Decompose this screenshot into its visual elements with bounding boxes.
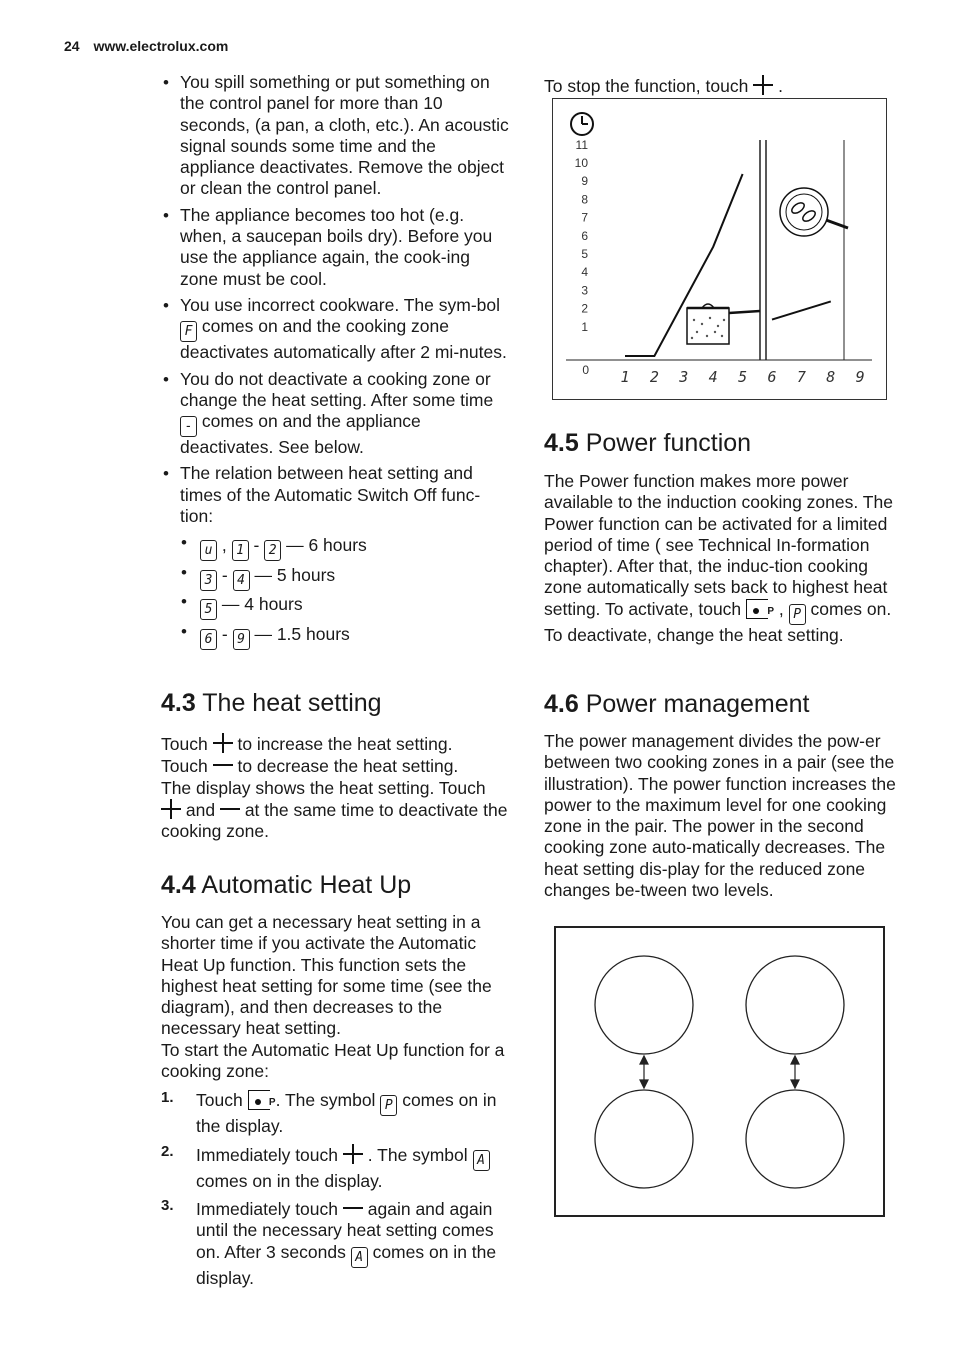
minus-icon [220, 799, 240, 819]
list-item: • You spill something or put something on the control panel for more than 10 seconds, (a pan, a cloth, etc.). An acoustic signal sounds some time and the appliance deactivates. Remove the object or clean the control panel. [161, 72, 511, 200]
power-management-text: The power management divides the pow-er between two cooking zones in a pair (see the illustration). The power function increases the power to the maximum level for one cooking zone in the pair. The power in the second cooking zone auto-matically decreases. The heat setting dis-play for the reduced zone changes be-tween two levels. [544, 731, 896, 901]
minus-icon [343, 1198, 363, 1218]
y-tick-label: 8 [581, 192, 588, 207]
x-tick-label: 3 [679, 368, 689, 386]
list-item: 2. Immediately touch . The symbol A comes on in the display. [161, 1144, 511, 1192]
y-tick-label: 6 [581, 228, 588, 243]
switch-off-times [161, 533, 511, 651]
list-item: • u , 1 - 2 — 6 hours [161, 533, 511, 563]
x-tick-label: 2 [649, 368, 659, 386]
power-icon [248, 1090, 270, 1110]
plus-icon [753, 75, 773, 95]
y-tick-label: 3 [581, 283, 588, 298]
list-item: • The relation between heat setting and times of the Automatic Switch Off func-tion: [161, 463, 511, 527]
y-tick-label: 4 [581, 265, 588, 280]
y-tick-label: 11 [575, 137, 588, 152]
auto-heat-text: You can get a necessary heat setting in a shorter time if you activate the Automatic Heat Up function. This function sets the highest heat setting for some time (see the diagram), and then decreases to the necessary heat setting. To start the Automatic Heat Up function for a cooking zone: 1. Touch P . The symbol P comes on in the display. 2. Immediately touch . The symbol A comes on in the display. 3. Immediately touch again and again until the necessary heat setting comes on. After 3 seconds A comes on in the display. [161, 912, 511, 1295]
cooking-zones-illustration [554, 926, 886, 1218]
y-tick-label: 7 [581, 210, 588, 225]
auto-heat-steps [161, 1090, 511, 1288]
heading-power-function: 4.5 Power function [544, 429, 752, 457]
minus-icon [213, 755, 233, 775]
plus-icon [161, 799, 181, 819]
x-tick-label: 8 [826, 368, 836, 386]
left-column [161, 72, 511, 651]
plus-icon [343, 1144, 363, 1164]
x-tick-label: 4 [708, 368, 718, 386]
power-function-text: The Power function makes more power available to the induction cooking zones. The Power function can be activated for a limited period of time ( see Technical In-formation chapter). After that, the induc-tion cooking zone automatically sets back to highest heat setting. To activate, touch P , P comes on. To deactivate, change the heat setting. [544, 471, 899, 646]
symbol-f: F [180, 321, 197, 342]
stop-text: To stop the function, touch . [544, 76, 783, 96]
heading-power-management: 4.6 Power management [544, 690, 810, 718]
heading-heat-setting: 4.3 The heat setting [161, 689, 382, 717]
website: www.electrolux.com [93, 38, 229, 54]
x-tick-label: 5 [738, 368, 748, 386]
power-icon [746, 599, 768, 619]
x-tick-label: 6 [767, 368, 777, 386]
y-tick-label: 2 [581, 301, 588, 316]
list-item: • You do not deactivate a cooking zone or change the heat setting. After some time - comes on and the appliance deactivates. See below. [161, 369, 511, 459]
symbol-dash: - [180, 416, 197, 437]
list-item: • The appliance becomes too hot (e.g. when, a saucepan boils dry). Before you use the appliance again, the cook-ing zone must be cool. [161, 205, 511, 290]
list-item: • You use incorrect cookware. The sym-bol F comes on and the cooking zone deactivates automatically after 2 mi-nutes. [161, 295, 511, 364]
x-tick-label: 7 [796, 368, 806, 386]
heading-automatic-heat-up: 4.4 Automatic Heat Up [161, 871, 412, 899]
heat-up-chart [552, 98, 887, 400]
y-tick-label: 0 [582, 363, 589, 377]
list-item: 3. Immediately touch again and again until the necessary heat setting comes on. After 3 seconds A comes on in the display. [161, 1196, 497, 1288]
list-item: 1. Touch P . The symbol P comes on in the display. [161, 1090, 511, 1137]
list-item: • 6 - 9 — 1.5 hours [161, 622, 511, 652]
y-tick-label: 9 [581, 174, 588, 189]
list-item: • 3 - 4 — 5 hours [161, 563, 511, 593]
page-header [64, 38, 228, 54]
y-tick-label: 10 [574, 156, 588, 170]
symbol-p: P [789, 604, 806, 625]
x-tick-label: 9 [855, 368, 865, 386]
x-tick-label: 1 [620, 368, 630, 386]
plus-icon [213, 733, 233, 753]
y-tick-label: 5 [581, 247, 588, 261]
heat-setting-text: Touch to increase the heat setting. Touch to decrease the heat setting. The display shows the heat setting. Touch and at the same time to deactivate the cooking zone. [161, 734, 508, 842]
switch-off-conditions [161, 72, 511, 527]
list-item: • 5 — 4 hours [161, 592, 511, 622]
page-number: 24 [64, 38, 80, 54]
y-tick-label: 1 [581, 319, 588, 334]
